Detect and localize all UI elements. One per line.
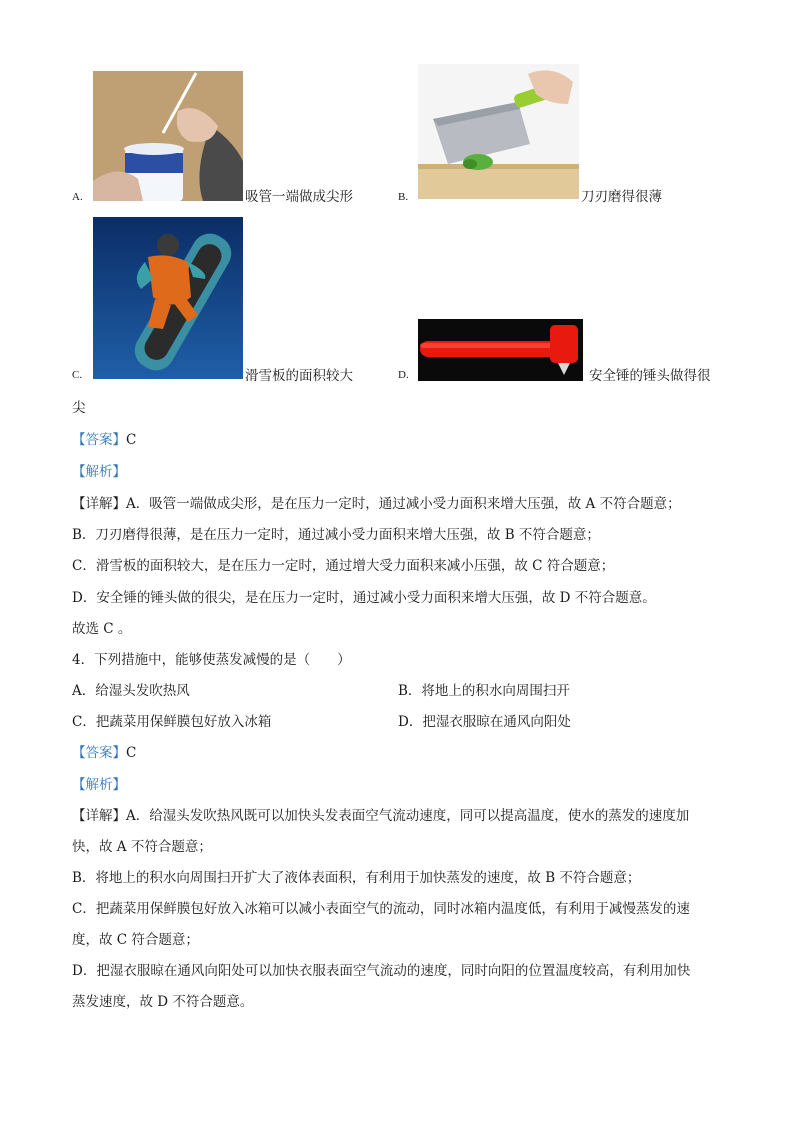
analysis-line-d: D．安全锤的锤头做的很尖，是在压力一定时，通过减小受力面积来增大压强，故 D 不符合题意。 xyxy=(72,590,656,606)
option-a-label: A. xyxy=(72,191,83,203)
option-b-label: B. xyxy=(398,191,409,203)
analysis-tag-q3: 【解析】 xyxy=(72,464,126,480)
conclusion-q3: 故选 C 。 xyxy=(72,621,132,637)
option-d-text: 安全锤的锤头做得很 xyxy=(589,368,711,384)
answer-tag: 【答案】 xyxy=(72,432,126,448)
q4-analysis-line-a2: 快，故 A 不符合题意； xyxy=(72,839,212,855)
option-b-text: 刀刃磨得很薄 xyxy=(581,189,662,205)
analysis-text: A．吸管一端做成尖形，是在压力一定时，通过减小受力面积来增大压强，故 A 不符合题意； xyxy=(126,496,681,512)
analysis-line-a xyxy=(72,495,681,513)
answer-tag: 【答案】 xyxy=(72,745,126,761)
detail-tag: 【详解】 xyxy=(72,496,126,512)
analysis-text: A．给湿头发吹热风既可以加快头发表面空气流动速度，同可以提高温度，使水的蒸发的速度加 xyxy=(126,808,690,824)
q4-option-a: A．给湿头发吹热风 xyxy=(72,683,190,699)
q4-analysis-line-b: B．将地上的积水向周围扫开扩大了液体表面积，有利用于加快蒸发的速度，故 B 不符合题意； xyxy=(72,870,641,886)
analysis-line-b: B．刀刃磨得很薄，是在压力一定时，通过减小受力面积来增大压强，故 B 不符合题意； xyxy=(72,527,600,543)
option-d-label: D. xyxy=(398,369,409,381)
q4-option-d: D．把湿衣服晾在通风向阳处 xyxy=(398,714,571,730)
analysis-line-c: C．滑雪板的面积较大，是在压力一定时，通过增大受力面积来减小压强，故 C 符合题意； xyxy=(72,558,615,574)
q4-analysis-line-c1: C．把蔬菜用保鲜膜包好放入冰箱可以减小表面空气的流动，同时冰箱内温度低，有利用于减慢蒸发的速 xyxy=(72,901,690,917)
option-d-text-continuation: 尖 xyxy=(72,400,86,416)
option-c-label: C. xyxy=(72,369,83,381)
q4-analysis-line-d1: D．把湿衣服晾在通风向阳处可以加快衣服表面空气流动的速度，同时向阳的位置温度较高，有利用加快 xyxy=(72,963,691,979)
option-c-image xyxy=(93,217,243,379)
q4-analysis-line-c2: 度，故 C 符合题意； xyxy=(72,932,199,948)
q4-analysis-line-d2: 蒸发速度，故 D 不符合题意。 xyxy=(72,994,254,1010)
question-4-stem: 4．下列措施中，能够使蒸发减慢的是（ ） xyxy=(72,652,351,668)
q4-option-c: C．把蔬菜用保鲜膜包好放入冰箱 xyxy=(72,714,272,730)
q4-analysis-line-a1 xyxy=(72,807,689,825)
option-c-text: 滑雪板的面积较大 xyxy=(245,368,353,384)
detail-tag: 【详解】 xyxy=(72,808,126,824)
option-d-image xyxy=(418,319,583,381)
answer-q3 xyxy=(72,431,136,449)
option-b-image xyxy=(418,64,579,199)
answer-value: C xyxy=(126,432,137,448)
option-a-text: 吸管一端做成尖形 xyxy=(245,189,353,205)
analysis-tag-q4: 【解析】 xyxy=(72,777,126,793)
answer-value: C xyxy=(126,745,137,761)
q4-option-b: B．将地上的积水向周围扫开 xyxy=(398,683,570,699)
answer-q4 xyxy=(72,744,136,762)
option-a-image xyxy=(93,71,243,201)
